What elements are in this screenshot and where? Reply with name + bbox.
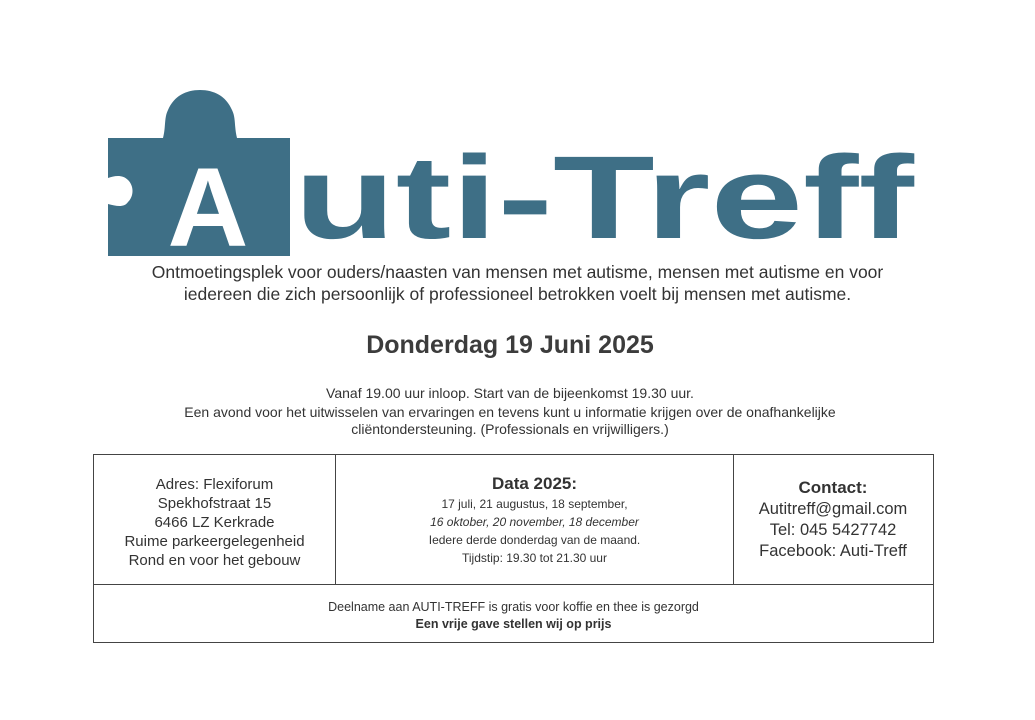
dates-line-3: Iedere derde donderdag van de maand. [428,533,641,547]
address-cell [94,455,336,584]
tagline-line-2: iedereen die zich persoonlijk of professioneel betrokken voelt bij mensen met autisme. [183,284,852,304]
logo-wordmark: uti-Treff [294,132,915,260]
dates-title: Data 2025: [491,474,578,493]
info-table-footer-row [94,585,933,642]
auti-treff-logo [108,88,928,260]
puzzle-piece-icon [108,90,290,260]
contact-email: Autitreff@gmail.com [758,500,908,518]
dates-line-4: Tijdstip: 19.30 tot 21.30 uur [462,551,607,565]
address-line-4: Ruime parkeergelegenheid [124,533,305,550]
dates-line-2: 16 oktober, 20 november, 18 december [430,515,639,529]
contact-phone: Tel: 045 5427742 [769,521,897,539]
intro-line-3: cliëntondersteuning. (Professionals en vrijwilligers.) [351,421,669,437]
info-table-top-row [94,455,933,585]
dates-line-1: 17 juli, 21 augustus, 18 september, [441,497,628,511]
intro-line-1: Vanaf 19.00 uur inloop. Start van de bijeenkomst 19.30 uur. [326,385,694,401]
address-line-5: Rond en voor het gebouw [128,552,301,569]
event-date-heading: Donderdag 19 Juni 2025 [366,331,654,359]
dates-cell [336,455,734,584]
address-line-2: Spekhofstraat 15 [157,495,272,512]
address-line-3: 6466 LZ Kerkrade [154,514,275,531]
contact-facebook: Facebook: Auti-Treff [759,542,907,560]
tagline-line-1: Ontmoetingsplek voor ouders/naasten van mensen met autisme, mensen met autisme en voor [151,262,884,282]
footer-line-1: Deelname aan AUTI-TREFF is gratis voor koffie en thee is gezorgd [328,600,699,614]
logo-letter-a: A [167,145,249,260]
intro-line-2: Een avond voor het uitwisselen van ervaringen en tevens kunt u informatie krijgen over de onafhankelijke [184,404,836,420]
footer-line-2: Een vrije gave stellen wij op prijs [415,617,612,631]
address-line-1: Adres: Flexiforum [155,476,274,493]
contact-title: Contact: [798,478,868,497]
contact-cell [734,455,932,584]
info-table [93,454,934,643]
